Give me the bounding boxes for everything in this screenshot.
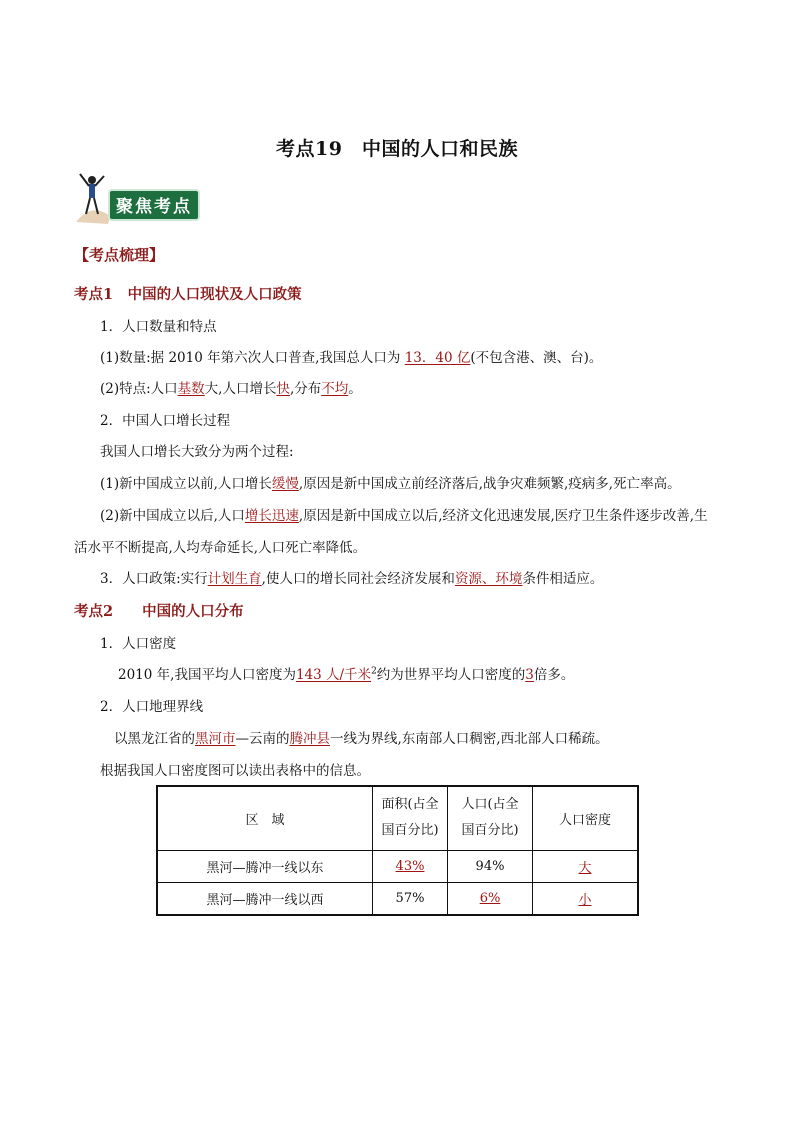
answer-blank: 黑河市 <box>195 731 236 747</box>
focus-badge <box>72 172 204 228</box>
kd2-s1: 1．人口密度 <box>100 636 177 652</box>
table-row <box>157 882 638 915</box>
header-area: 面积(占全 国百分比) <box>373 786 448 850</box>
kd1-s3: 3．人口政策:实行计划生育,使人口的增长同社会经济发展和资源、环境条件相适应。 <box>100 571 604 587</box>
kd1-s2-a: (1)新中国成立以前,人口增长缓慢,原因是新中国成立前经济落后,战争灾难频繁,疫病多,死亡率高。 <box>100 476 681 492</box>
kd1-s2: 2．中国人口增长过程 <box>100 413 231 429</box>
kd2-s3: 根据我国人口密度图可以读出表格中的信息。 <box>100 763 370 779</box>
kd2-s2: 2．人口地理界线 <box>100 699 204 715</box>
row-area: 43% <box>373 850 448 882</box>
section-heading: 【考点梳理】 <box>74 246 165 264</box>
kd1-s1: 1．人口数量和特点 <box>100 319 217 335</box>
answer-blank: 不均 <box>321 381 349 397</box>
answer-blank: 增长迅速 <box>244 508 299 524</box>
answer-blank: 腾冲县 <box>289 731 330 747</box>
answer-blank: 缓慢 <box>271 476 299 492</box>
answer-blank: 资源、环境 <box>454 571 523 587</box>
answer-blank: 基数 <box>177 381 205 397</box>
kd2-s2-detail: 以黑龙江省的黑河市—云南的腾冲县一线为界线,东南部人口稠密,西北部人口稀疏。 <box>114 731 609 747</box>
population-table <box>156 785 639 916</box>
kd1-s2-b: (2)新中国成立以后,人口增长迅速,原因是新中国成立以后,经济文化迅速发展,医疗卫生条件逐步改善,生 <box>100 508 708 524</box>
kd1-s2-b-cont: 活水平不断提高,人均寿命延长,人口死亡率降低。 <box>74 540 367 556</box>
header-pop: 人口(占全 国百分比) <box>448 786 533 850</box>
answer-blank: 143 人/千米 <box>295 667 372 683</box>
answer-blank: 计划生育 <box>207 571 262 587</box>
row-region: 黑河—腾冲一线以西 <box>157 882 373 915</box>
header-region: 区 域 <box>157 786 373 850</box>
kd1-heading: 考点1 中国的人口现状及人口政策 <box>74 286 302 303</box>
answer-blank: 13．40 亿 <box>404 350 471 366</box>
kd1-s1-b: (2)特点:人口基数大,人口增长快,分布不均。 <box>100 381 362 397</box>
table-row <box>157 850 638 882</box>
student-figure-icon <box>72 172 112 228</box>
kd2-s1-detail: 2010 年,我国平均人口密度为143 人/千米$^2$约为世界平均人口密度的3倍多。 <box>118 666 575 683</box>
badge-label: 聚焦考点 <box>116 197 192 217</box>
table-header-row <box>157 786 638 850</box>
row-region: 黑河—腾冲一线以东 <box>157 850 373 882</box>
row-pop: 94% <box>448 850 533 882</box>
kd2-heading: 考点2 中国的人口分布 <box>74 603 244 620</box>
page-title: 考点19 中国的人口和民族 <box>276 138 518 160</box>
kd1-s2-intro: 我国人口增长大致分为两个过程: <box>100 444 294 460</box>
row-density: 小 <box>533 882 639 915</box>
row-pop: 6% <box>448 882 533 915</box>
kd1-s1-a: (1)数量:据 2010 年第六次人口普查,我国总人口为 13．40 亿(不包含港、澳、台)。 <box>100 350 603 366</box>
answer-blank: 快 <box>276 381 290 397</box>
header-density: 人口密度 <box>533 786 639 850</box>
row-density: 大 <box>533 850 639 882</box>
row-area: 57% <box>373 882 448 915</box>
answer-blank: 3 <box>525 667 534 683</box>
